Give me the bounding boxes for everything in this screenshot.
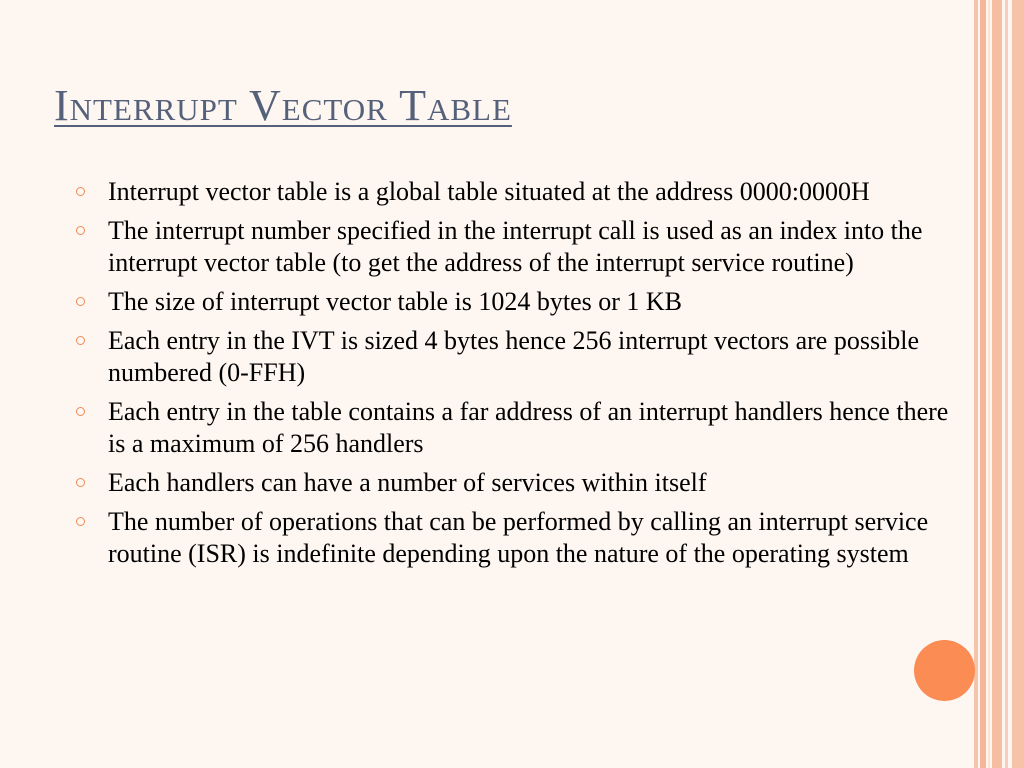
bullet-text: Each handlers can have a number of services within itself — [108, 468, 707, 497]
bullet-item — [76, 396, 966, 460]
bullet-text: Each entry in the IVT is sized 4 bytes hence 256 interrupt vectors are possible numbered (0-FFH) — [108, 326, 920, 387]
bullet-text: The number of operations that can be performed by calling an interrupt service routine (ISR) is indefinite depending upon the nature of the operating system — [108, 507, 929, 568]
hollow-circle-bullet-icon — [76, 187, 85, 196]
bullet-text: The size of interrupt vector table is 1024 bytes or 1 KB — [108, 287, 683, 316]
decorative-stripe — [1005, 0, 1008, 768]
bullet-item — [76, 325, 966, 389]
decorative-stripe — [974, 0, 978, 768]
bullet-item — [76, 506, 966, 570]
decorative-stripe — [988, 0, 990, 768]
bullet-item — [76, 286, 966, 318]
orange-circle-decoration — [914, 640, 975, 701]
bullet-item — [76, 467, 966, 499]
hollow-circle-bullet-icon — [76, 407, 85, 416]
bullet-text: Each entry in the table contains a far address of an interrupt handlers hence there is a maximum of 256 handlers — [108, 397, 949, 458]
decorative-stripe — [980, 0, 986, 768]
decorative-stripe — [992, 0, 1002, 768]
bullet-item — [76, 176, 966, 208]
bullet-text: The interrupt number specified in the interrupt call is used as an index into the interrupt vector table (to get the address of the interrupt service routine) — [108, 216, 923, 277]
bullet-list — [76, 176, 966, 577]
hollow-circle-bullet-icon — [76, 226, 85, 235]
hollow-circle-bullet-icon — [76, 336, 85, 345]
hollow-circle-bullet-icon — [76, 517, 85, 526]
bullet-item — [76, 215, 966, 279]
decorative-stripe — [1012, 0, 1024, 768]
hollow-circle-bullet-icon — [76, 478, 85, 487]
bullet-text: Interrupt vector table is a global table situated at the address 0000:0000H — [108, 177, 870, 206]
slide-title: Interrupt Vector Table — [54, 81, 512, 130]
hollow-circle-bullet-icon — [76, 297, 85, 306]
